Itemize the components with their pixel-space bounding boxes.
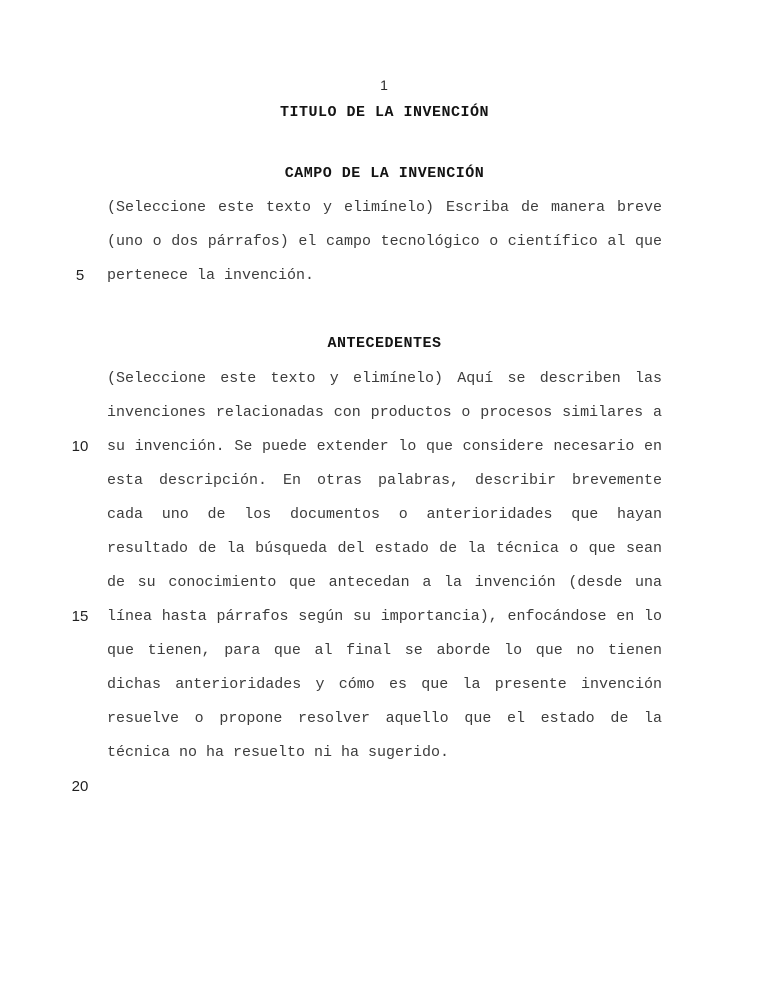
margin-line-number	[63, 702, 97, 736]
text-line	[0, 430, 768, 464]
margin-line-number	[63, 396, 97, 430]
line-text: dichas anterioridades y cómo es que la presente invención	[107, 676, 662, 693]
line-text: cada uno de los documentos o anterioridades que hayan	[107, 506, 662, 523]
margin-line-number	[63, 566, 97, 600]
line-text: línea hasta párrafos según su importancia), enfocándose en lo	[107, 608, 662, 625]
line-text: resuelve o propone resolver aquello que el estado de la	[107, 710, 662, 727]
text-line	[0, 600, 768, 634]
line-text	[107, 770, 662, 804]
margin-line-number	[63, 362, 97, 396]
line-text: de su conocimiento que antecedan a la invención (desde una	[107, 574, 662, 591]
text-line	[0, 259, 768, 293]
margin-line-number	[63, 191, 97, 225]
text-line	[0, 498, 768, 532]
line-text: pertenece la invención.	[107, 267, 315, 284]
text-line	[0, 532, 768, 566]
margin-line-number	[63, 634, 97, 668]
line-text: (uno o dos párrafos) el campo tecnológico o científico al que	[107, 233, 662, 250]
text-line	[0, 225, 768, 259]
margin-line-number: 5	[75, 267, 85, 284]
margin-line-number	[63, 225, 97, 259]
margin-line-number	[63, 498, 97, 532]
text-line	[0, 191, 768, 225]
section-heading-campo: CAMPO DE LA INVENCIÓN	[284, 165, 485, 182]
line-text: que tienen, para que al final se aborde lo que no tienen	[107, 642, 662, 659]
margin-line-number: 20	[71, 778, 89, 795]
margin-line-number	[63, 668, 97, 702]
page-number: 1	[380, 77, 388, 93]
text-line	[0, 770, 768, 804]
document-content	[0, 96, 768, 804]
section-heading-antecedentes: ANTECEDENTES	[327, 335, 442, 352]
margin-line-number: 10	[71, 438, 89, 455]
document-title: TITULO DE LA INVENCIÓN	[279, 104, 490, 121]
margin-line-number	[63, 736, 97, 770]
margin-line-number	[63, 464, 97, 498]
text-line	[0, 396, 768, 430]
line-text: resultado de la búsqueda del estado de la técnica o que sean	[107, 540, 662, 557]
line-text: (Seleccione este texto y elimínelo) Escriba de manera breve	[107, 199, 662, 216]
text-line	[0, 736, 768, 770]
text-line	[0, 362, 768, 396]
text-line	[0, 464, 768, 498]
line-text: esta descripción. En otras palabras, describir brevemente	[107, 472, 662, 489]
line-text: su invención. Se puede extender lo que considere necesario en	[107, 438, 662, 455]
line-text: (Seleccione este texto y elimínelo) Aquí se describen las	[107, 370, 662, 387]
line-text: invenciones relacionadas con productos o procesos similares a	[107, 404, 662, 421]
margin-line-number: 15	[71, 608, 89, 625]
text-line	[0, 634, 768, 668]
margin-line-number	[63, 532, 97, 566]
text-line	[0, 668, 768, 702]
line-text: técnica no ha resuelto ni ha sugerido.	[107, 744, 450, 761]
text-line	[0, 702, 768, 736]
text-line	[0, 566, 768, 600]
